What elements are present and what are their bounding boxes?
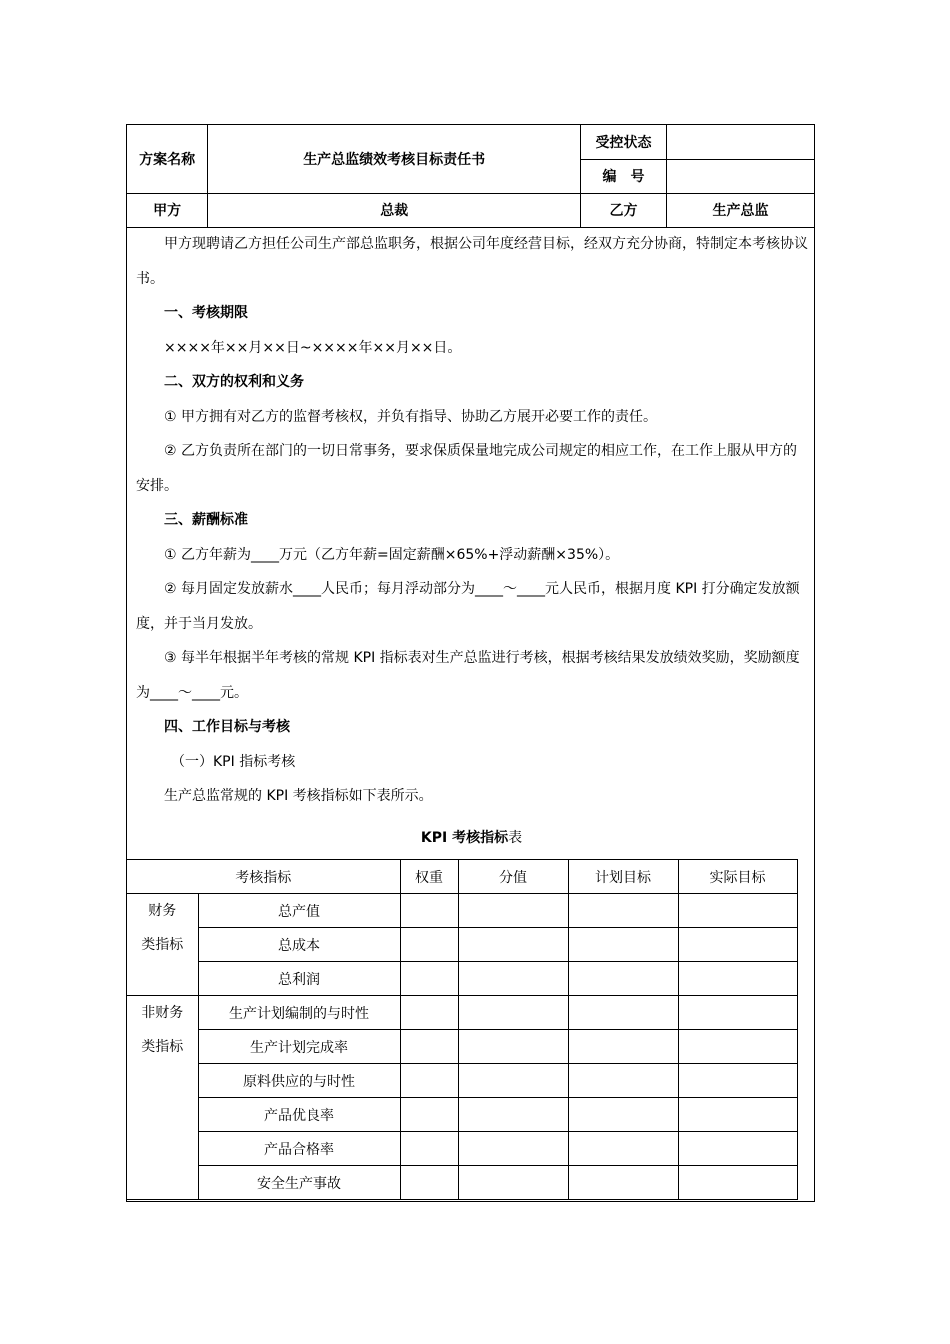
table-row	[127, 894, 797, 928]
control-status-label: 受控状态	[581, 125, 667, 159]
table-row	[127, 996, 797, 1030]
category-label: 财务	[148, 903, 177, 919]
category-label: 非财务	[141, 1005, 184, 1021]
section-3-title: 三、薪酬标准	[164, 512, 248, 528]
kpi-cell	[678, 1098, 797, 1132]
kpi-cell	[458, 894, 568, 928]
category-label: 类指标	[141, 937, 184, 953]
kpi-cell	[678, 996, 797, 1030]
kpi-item: 总利润	[198, 962, 400, 996]
kpi-item: 产品合格率	[198, 1132, 400, 1166]
number-value	[666, 159, 814, 193]
control-status-value	[666, 125, 814, 159]
party-a-value: 总裁	[208, 193, 581, 227]
kpi-cell	[568, 1132, 678, 1166]
kpi-title-bold: KPI 考核指标	[420, 830, 509, 846]
kpi-cell	[458, 1030, 568, 1064]
kpi-cell	[400, 894, 458, 928]
kpi-table	[127, 859, 798, 1200]
kpi-col-weight: 权重	[400, 860, 458, 894]
table-row	[127, 1098, 797, 1132]
section-4-title: 四、工作目标与考核	[164, 719, 290, 735]
kpi-item: 安全生产事故	[198, 1166, 400, 1200]
section-1-text: ××××年××月××日~××××年××月××日。	[164, 339, 462, 356]
party-a-label: 甲方	[127, 193, 208, 227]
kpi-item: 生产计划编制的与时性	[198, 996, 400, 1030]
kpi-cell	[400, 928, 458, 962]
kpi-cell	[568, 1064, 678, 1098]
kpi-cell	[458, 962, 568, 996]
intro-paragraph: 甲方现聘请乙方担任公司生产部总监职务，根据公司年度经营目标，经双方充分协商，特制定本考核协议书。	[136, 236, 808, 287]
number-label: 编 号	[581, 159, 667, 193]
kpi-item: 原料供应的与时性	[198, 1064, 400, 1098]
section-4-text: 生产总监常规的 KPI 考核指标如下表所示。	[164, 788, 433, 804]
kpi-cell	[678, 1064, 797, 1098]
kpi-cell	[568, 996, 678, 1030]
table-row	[127, 1030, 797, 1064]
kpi-cell	[458, 1098, 568, 1132]
non-financial-category-cell	[127, 996, 198, 1200]
kpi-cell	[400, 1098, 458, 1132]
kpi-col-plan: 计划目标	[568, 860, 678, 894]
kpi-cell	[400, 1064, 458, 1098]
kpi-cell	[400, 996, 458, 1030]
kpi-item: 产品优良率	[198, 1098, 400, 1132]
kpi-col-indicator: 考核指标	[127, 860, 400, 894]
section-4-subtitle: （一）KPI 指标考核	[171, 753, 296, 770]
page-bottom-rule	[126, 1201, 815, 1202]
section-2-title: 二、双方的权利和义务	[164, 374, 304, 390]
kpi-col-actual: 实际目标	[678, 860, 797, 894]
section-1-title: 一、考核期限	[164, 305, 248, 321]
kpi-cell	[400, 962, 458, 996]
kpi-title-tail: 表	[508, 830, 523, 846]
section-2-item-1: ① 甲方拥有对乙方的监督考核权，并负有指导、协助乙方展开必要工作的责任。	[164, 408, 657, 425]
header-table	[127, 125, 814, 228]
category-label: 类指标	[141, 1039, 184, 1055]
table-row	[127, 1166, 797, 1200]
kpi-cell	[678, 928, 797, 962]
kpi-cell	[458, 1166, 568, 1200]
kpi-cell	[678, 1132, 797, 1166]
kpi-col-score: 分值	[458, 860, 568, 894]
section-3-item-1: ① 乙方年薪为____万元（乙方年薪=固定薪酬×65%+浮动薪酬×35%）。	[164, 546, 620, 563]
party-b-label: 乙方	[581, 193, 667, 227]
document-page	[126, 124, 815, 1202]
kpi-cell	[458, 1064, 568, 1098]
kpi-cell	[678, 894, 797, 928]
table-row	[127, 962, 797, 996]
kpi-cell	[400, 1132, 458, 1166]
kpi-cell	[458, 928, 568, 962]
document-body	[136, 227, 808, 814]
kpi-cell	[568, 894, 678, 928]
kpi-cell	[568, 1098, 678, 1132]
table-row	[127, 1132, 797, 1166]
kpi-cell	[568, 928, 678, 962]
kpi-cell	[568, 1030, 678, 1064]
kpi-table-title	[127, 828, 816, 848]
kpi-cell	[678, 1030, 797, 1064]
financial-category-cell	[127, 894, 198, 996]
kpi-cell	[400, 1166, 458, 1200]
kpi-item: 生产计划完成率	[198, 1030, 400, 1064]
section-2-item-2: ② 乙方负责所在部门的一切日常事务，要求保质保量地完成公司规定的相应工作，在工作上服从甲方的安排。	[136, 443, 797, 494]
party-b-value: 生产总监	[666, 193, 814, 227]
kpi-cell	[458, 1132, 568, 1166]
kpi-cell	[678, 1166, 797, 1200]
scheme-name-label: 方案名称	[127, 125, 208, 193]
kpi-cell	[458, 996, 568, 1030]
section-3-item-2: ② 每月固定发放薪水____人民币；每月浮动部分为____～____元人民币，根据月度 KPI 打分确定发放额度，并于当月发放。	[136, 581, 800, 632]
section-3-item-3: ③ 每半年根据半年考核的常规 KPI 指标表对生产总监进行考核，根据考核结果发放绩效奖励，奖励额度为____～____元。	[136, 650, 800, 701]
table-row	[127, 928, 797, 962]
kpi-cell	[568, 962, 678, 996]
kpi-item: 总产值	[198, 894, 400, 928]
kpi-cell	[568, 1166, 678, 1200]
kpi-item: 总成本	[198, 928, 400, 962]
table-row	[127, 1064, 797, 1098]
kpi-cell	[678, 962, 797, 996]
kpi-cell	[400, 1030, 458, 1064]
scheme-name-value: 生产总监绩效考核目标责任书	[208, 125, 581, 193]
